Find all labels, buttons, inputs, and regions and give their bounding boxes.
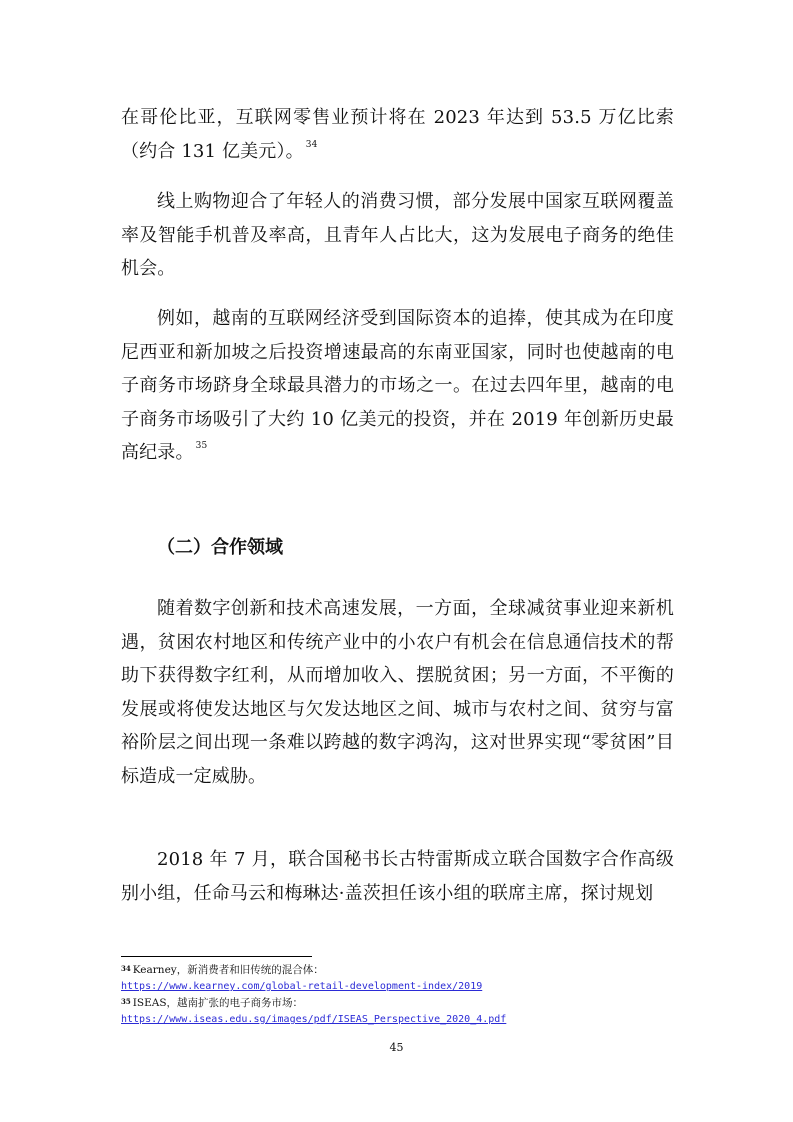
paragraph-un-panel xyxy=(121,843,674,910)
footnote-35 xyxy=(121,995,681,1011)
paragraph-text: 在哥伦比亚，互联网零售业预计将在 2023 年达到 53.5 万亿比索（约合 131 亿美元）。 xyxy=(121,107,674,162)
paragraph-vietnam xyxy=(121,302,674,470)
section-heading: （二）合作领域 xyxy=(157,537,283,558)
paragraph-text: 例如，越南的互联网经济受到国际资本的追捧，使其成为在印度尼西亚和新加坡之后投资增速最高的东南亚国家，同时也使越南的电子商务市场跻身全球最具潜力的市场之一。在过去四年里，越南的电子商务市场吸引了大约 10 亿美元的投资，并在 2019 年创新历史最高纪录。 xyxy=(121,308,674,463)
footnote-link-kearney[interactable]: https://www.kearney.com/global-retail-development-index/2019 xyxy=(121,981,483,992)
footnote-35-link-line xyxy=(121,1011,681,1028)
footnote-number: 34 xyxy=(121,964,131,973)
footnote-ref-34[interactable]: 34 xyxy=(305,139,318,150)
footnote-divider xyxy=(121,956,312,957)
footnote-text: Kearney，新消费者和旧传统的混合体： xyxy=(132,964,324,976)
paragraph-digital-innovation xyxy=(121,592,674,793)
footnote-ref-35[interactable]: 35 xyxy=(195,441,208,451)
footnote-34-link-line xyxy=(121,978,681,995)
paragraph-text: 2018 年 7 月，联合国秘书长古特雷斯成立联合国数字合作高级别小组，任命马云和梅琳达·盖茨担任该小组的联席主席，探讨规划 xyxy=(121,849,674,904)
page-number: 45 xyxy=(389,1041,404,1054)
paragraph-text: 线上购物迎合了年轻人的消费习惯，部分发展中国家互联网覆盖率及智能手机普及率高，且青年人占比大，这为发展电子商务的绝佳机会。 xyxy=(121,191,674,279)
footnote-number: 35 xyxy=(121,997,131,1006)
footnotes xyxy=(121,962,681,1028)
paragraph-text: 随着数字创新和技术高速发展，一方面，全球减贫事业迎来新机遇，贫困农村地区和传统产业中的小农户有机会在信息通信技术的帮助下获得数字红利，从而增加收入、摆脱贫困；另一方面，不平衡的发展或将使发达地区与欠发达地区之间、城市与农村之间、贫穷与富裕阶层之间出现一条难以跨越的数字鸿沟，这对世界实现“零贫困”目标造成一定威胁。 xyxy=(121,598,674,787)
footnote-text: ISEAS，越南扩张的电子商务市场： xyxy=(132,997,304,1009)
footnote-link-iseas[interactable]: https://www.iseas.edu.sg/images/pdf/ISEAS_Perspective_2020_4.pdf xyxy=(121,1014,507,1025)
paragraph-colombia xyxy=(121,101,674,168)
paragraph-online-shopping xyxy=(121,185,674,286)
footnote-34 xyxy=(121,962,681,978)
